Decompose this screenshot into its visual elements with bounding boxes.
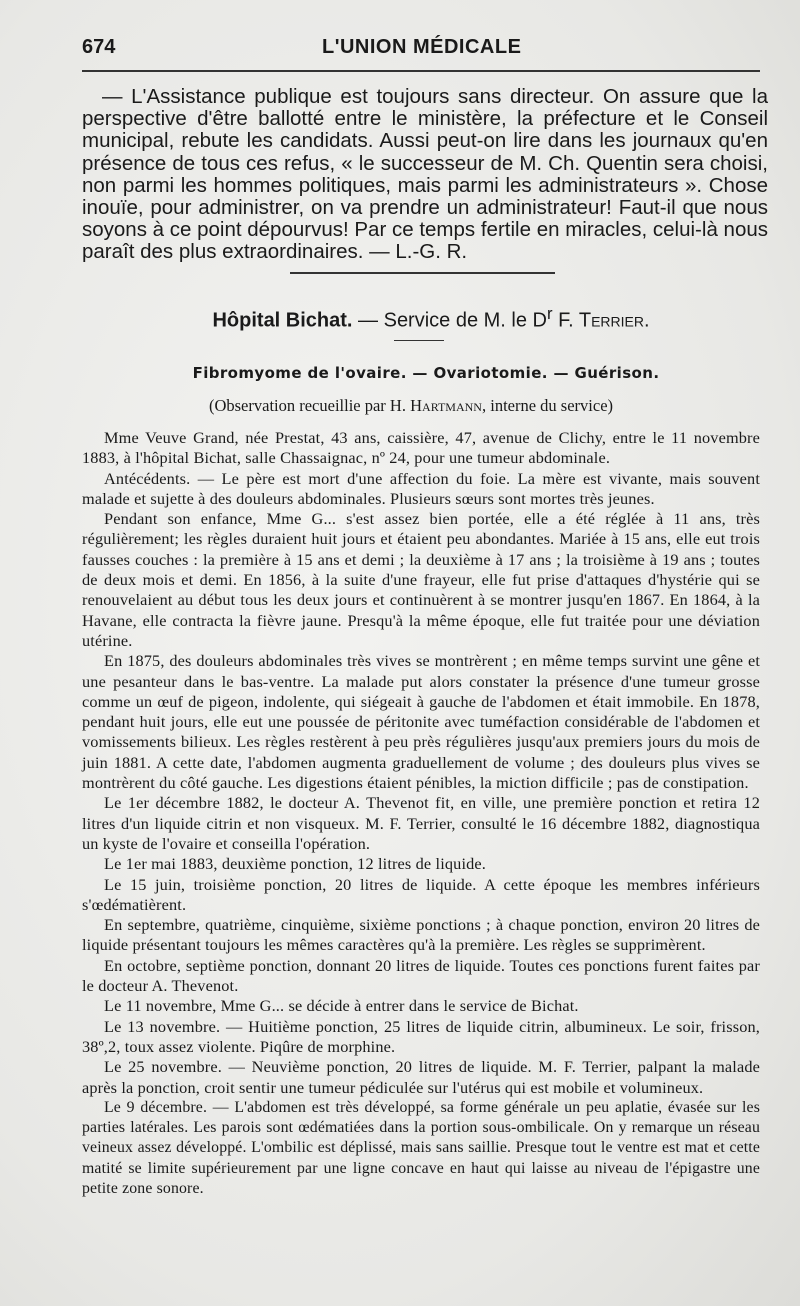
journal-title: L'UNION MÉDICALE [322, 36, 522, 58]
hospital-heading [82, 304, 760, 333]
hospital-name: Hôpital Bichat. [212, 309, 353, 332]
paragraph-nov-25: Le 25 novembre. — Neuvième ponction, 20 litres de liquide. M. F. Terrier, palpant la malade après la ponction, croit sentir une tumeur pédiculée sur l'utérus qui est mobile et volumineux. [82, 1057, 760, 1097]
paragraph-1875: En 1875, des douleurs abdominales très vives se montrèrent ; en même temps survint une gêne et une pesanteur dans le bas-ventre. La malade put alors constater la présence d'une tumeur grosse comme un œuf de pigeon, indolente, qui siégeait à gauche de l'abdomen et était immobile. En 1878, pendant huit jours, elle eut une poussée de péritonite avec tuméfaction considérable de l'abdomen et vomissements bilieux. Les règles restèrent à peu près régulières jusqu'aux premiers jours du mois de juin 1881. A cette date, l'abdomen augmenta graduellement de volume ; des douleurs plus vives se montrèrent du côté gauche. Les digestions étaient pénibles, la miction difficile ; pas de constipation. [82, 651, 760, 793]
paragraph-september: En septembre, quatrième, cinquième, sixième ponctions ; à chaque ponction, environ 20 litres de liquide présentant toujours les mêmes caractères qu'à la première. Les règles se supprimèrent. [82, 915, 760, 955]
paragraph-second-puncture: Le 1er mai 1883, deuxième ponction, 12 litres de liquide. [104, 854, 487, 874]
paragraph-childhood: Pendant son enfance, Mme G... s'est assez bien portée, elle a été réglée à 11 ans, très régulièrement; les règles duraient huit jours et étaient peu abondantes. Mariée à 15 ans, elle eut trois fausses couches : la première à 15 ans et demi ; la deuxième à 17 ans ; la troisième à 19 ans ; toutes de deux mois et demi. En 1856, à la suite d'une frayeur, elle fut prise d'attaques d'hystérie qui se renouvelaient au début tous les deux jours et continuèrent à se montrer jusqu'en 1867. En 1864, à la Havane, elle contracta la fièvre jaune. Presqu'à la même époque, elle fut traitée pour une déviation utérine. [82, 509, 760, 650]
observation-prefix: (Observation recueillie par H. [208, 396, 411, 415]
section-divider [290, 272, 555, 274]
doctor-superscript: r [547, 304, 553, 323]
observation-credit [82, 396, 760, 416]
case-title: Fibromyome de l'ovaire. — Ovariotomie. — Guérison. [192, 364, 660, 382]
running-head [82, 36, 760, 62]
observer-name: Hartmann [410, 396, 482, 415]
heading-underline [394, 340, 444, 341]
paragraph-patient: Mme Veuve Grand, née Prestat, 43 ans, caissière, 47, avenue de Clichy, entre le 11 novembre 1883, à l'hôpital Bichat, salle Chassaignac, nº 24, pour une tumeur abdominale. [82, 428, 760, 468]
paragraph-october: En octobre, septième ponction, donnant 20 litres de liquide. Toutes ces ponctions furent faites par le docteur A. Thevenot. [82, 955, 760, 996]
paragraph-antecedents: Antécédents. — Le père est mort d'une affection du foie. La mère est vivante, mais souvent malade et sujette à des douleurs abdominales. Plusieurs sœurs sont mortes très jeunes. [82, 468, 760, 508]
paragraph-dec-9: Le 9 décembre. — L'abdomen est très développé, sa forme générale un peu aplatie, évasée sur les parties latérales. Les parois sont œdématiées dans la portion sous-ombilicale. On y remarque un réseau veineux assez développé. L'ombilic est déplissé, mais sans saillie. Presque tout le ventre est mat et cette matité se limite supérieurement par une ligne concave en haut qui laisse au niveau de l'épigastre une petite zone sonore. [82, 1098, 760, 1197]
service-prefix: — Service de M. le D [352, 309, 547, 332]
case-body [82, 428, 760, 1199]
paragraph-third-puncture: Le 15 juin, troisième ponction, 20 litres de liquide. A cette époque les membres inférieurs s'œdématièrent. [82, 874, 760, 914]
observation-suffix: , interne du service) [481, 396, 614, 415]
paragraph-first-puncture: Le 1er décembre 1882, le docteur A. Thevenot fit, en ville, une première ponction et retira 12 litres d'un liquide citrin et non visqueux. M. F. Terrier, consulté le 16 décembre 1882, diagnostiqua un kyste de l'ovaire et conseilla l'opération. [82, 793, 760, 853]
paragraph-admission: Le 11 novembre, Mme G... se décide à entrer dans le service de Bichat. [104, 996, 579, 1016]
page-number: 674 [82, 36, 116, 58]
paragraph-nov-13: Le 13 novembre. — Huitième ponction, 25 litres de liquide citrin, albumineux. Le soir, frisson, 38º,2, toux assez violente. Piqûre de morphine. [82, 1016, 760, 1056]
doctor-name: F. Terrier. [552, 309, 650, 332]
news-paragraph: — L'Assistance publique est toujours sans directeur. On assure que la perspective d'être ballotté entre le ministère, la préfecture et le Conseil municipal, rebute les candidats. Aussi peut-on lire dans les journaux qu'en présence de tous ces refus, « le successeur de M. Ch. Quentin sera choisi, non parmi les hommes politiques, mais parmi les administrateurs ». Chose inouïe, pour administrer, on va prendre un administrateur! Faut-il que nous soyons à ce point dépourvus! Par ce temps fertile en miracles, celui-là nous paraît des plus extraordinaires. — L.-G. R. [82, 85, 768, 264]
header-rule [82, 70, 760, 72]
